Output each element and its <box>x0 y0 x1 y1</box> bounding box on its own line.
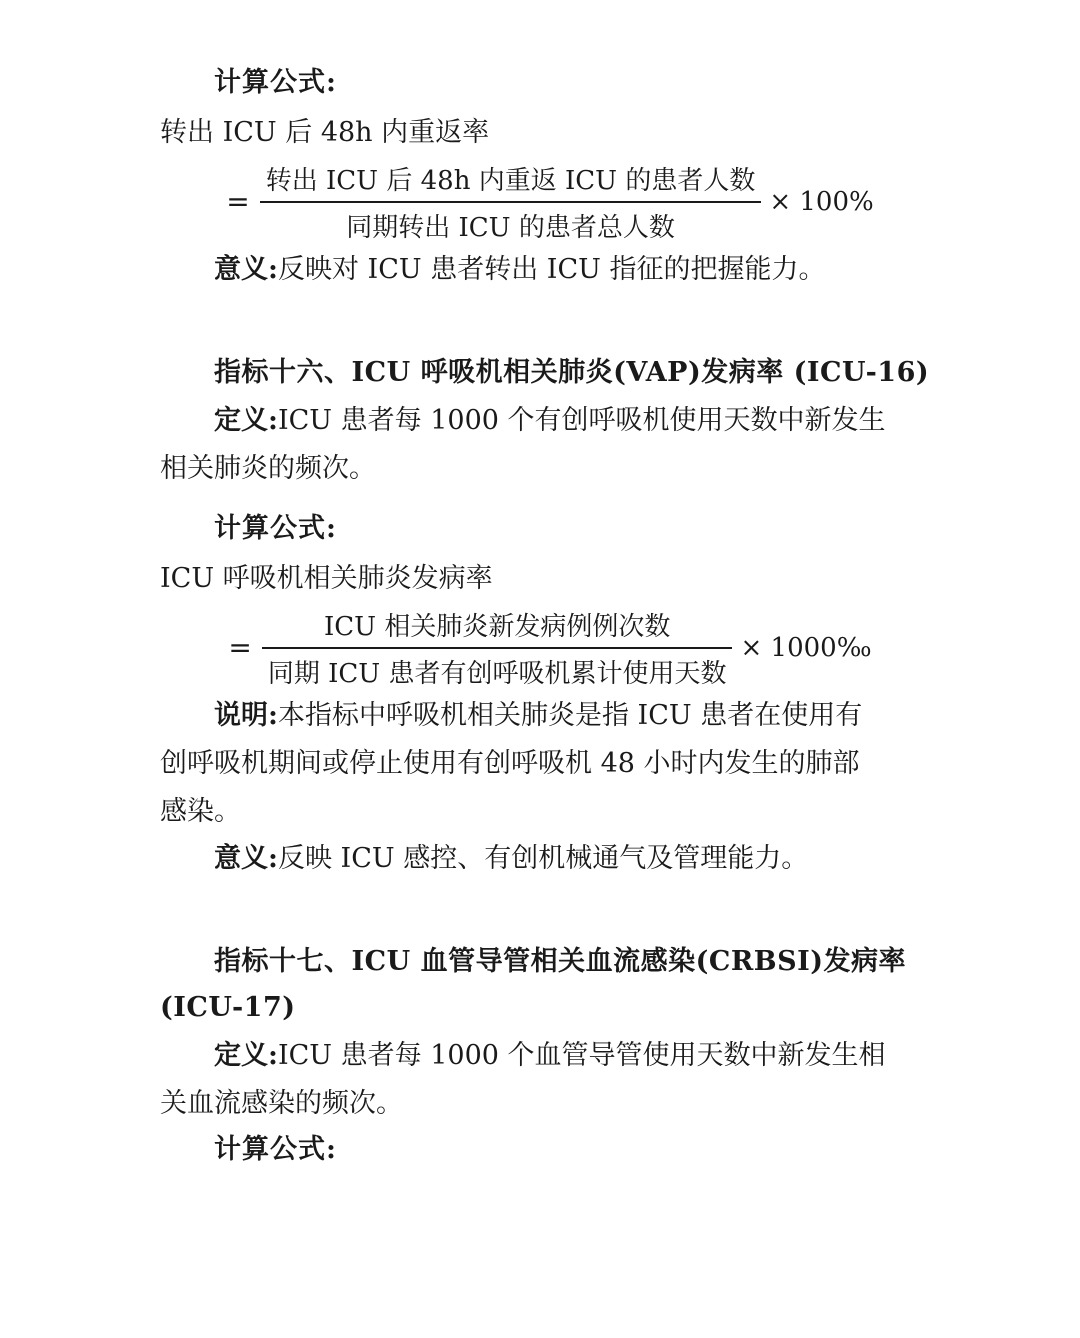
section-icu17 <box>160 939 940 1166</box>
note-text-line1: 本指标中呼吸机相关肺炎是指 ICU 患者在使用有 <box>277 700 863 732</box>
formula-title: 转出 ICU 后 48h 内重返率 <box>160 117 490 148</box>
definition-text: ICU 患者每 1000 个有创呼吸机使用天数中新发生 <box>277 404 886 436</box>
fraction <box>260 160 762 244</box>
definition-label: 定义: <box>214 1039 278 1071</box>
meaning-line <box>160 246 940 294</box>
definition-text: ICU 患者每 1000 个血管导管使用天数中新发生相 <box>277 1039 886 1071</box>
formula-expression-icu16 <box>160 606 940 690</box>
definition-label: 定义: <box>214 404 278 436</box>
formula-multiplier: × 100% <box>769 187 874 218</box>
section-heading-icu16: 指标十六、ICU 呼吸机相关肺炎(VAP)发病率 (ICU-16) <box>214 357 930 389</box>
definition-line <box>160 397 940 445</box>
fraction <box>262 606 733 690</box>
meaning-line-icu16 <box>160 835 940 883</box>
note-text-line3: 感染。 <box>160 795 241 827</box>
formula-multiplier: × 1000‰ <box>740 633 872 664</box>
section-heading-icu17-line2: (ICU-17) <box>160 992 296 1024</box>
definition-text-line2-icu17: 关血流感染的频次。 <box>160 1087 403 1119</box>
definition-line-icu17 <box>160 1032 940 1080</box>
section-icu15-formula <box>160 60 940 294</box>
formula-label-icu16: 计算公式: <box>214 513 337 545</box>
section-heading-icu17-line1: 指标十七、ICU 血管导管相关血流感染(CRBSI)发病率 <box>214 945 906 977</box>
fraction-denominator: 同期 ICU 患者有创呼吸机累计使用天数 <box>267 659 727 690</box>
meaning-text: 反映对 ICU 患者转出 ICU 指征的把握能力。 <box>277 254 826 286</box>
meaning-text: 反映 ICU 感控、有创机械通气及管理能力。 <box>277 842 809 874</box>
formula-label-icu17: 计算公式: <box>214 1134 337 1166</box>
equals-sign: = <box>226 184 250 218</box>
meaning-label: 意义: <box>214 254 278 286</box>
fraction-numerator: 转出 ICU 后 48h 内重返 ICU 的患者人数 <box>265 166 756 197</box>
equals-sign: = <box>228 630 252 664</box>
formula-label: 计算公式: <box>214 67 337 98</box>
formula-expression <box>160 160 940 244</box>
note-line <box>160 692 940 740</box>
meaning-label: 意义: <box>214 842 278 874</box>
fraction-denominator: 同期转出 ICU 的患者总人数 <box>346 213 675 244</box>
definition-text-line2: 相关肺炎的频次。 <box>160 452 376 484</box>
note-text-line2: 创呼吸机期间或停止使用有创呼吸机 48 小时内发生的肺部 <box>160 748 860 780</box>
formula-title-icu16: ICU 呼吸机相关肺炎发病率 <box>160 563 493 595</box>
note-label: 说明: <box>214 700 278 732</box>
fraction-numerator: ICU 相关肺炎新发病例例次数 <box>324 612 671 643</box>
section-icu16 <box>160 350 940 883</box>
